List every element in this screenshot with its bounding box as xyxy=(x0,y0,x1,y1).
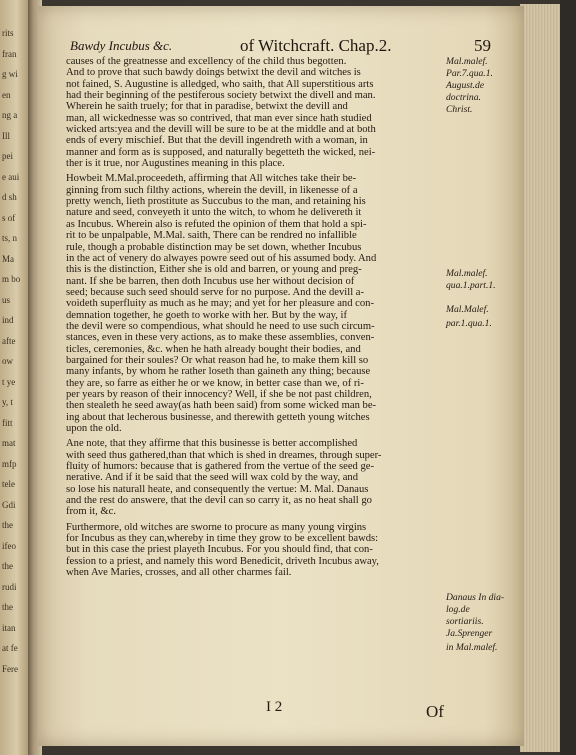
previous-page-fragment: rits xyxy=(2,28,14,38)
text-line: fluity of humors: because that is gathered from the vertue of the seed ge- xyxy=(66,461,374,473)
previous-page-fragment: itan xyxy=(2,622,16,633)
previous-page-fragment: mat xyxy=(2,438,16,448)
previous-page-fragment: fran xyxy=(2,48,17,59)
book-page xyxy=(38,6,524,746)
margin-note: par.1.qua.1. xyxy=(446,318,492,329)
previous-page-fragment: y, t xyxy=(2,397,13,407)
previous-page-fragment: d sh xyxy=(2,192,17,202)
text-line: from it, &c. xyxy=(66,506,117,518)
previous-page-fragment: g wi xyxy=(2,69,18,79)
text-line: but in this case the priest playeth Incubus. For you should find, that con- xyxy=(66,544,373,556)
text-line: for Incubus as they can,whereby in time they grow to be excellent bawds: xyxy=(66,533,379,545)
previous-page-fragment: Gdi xyxy=(2,499,16,510)
text-line: nature and seed, conveyeth it unto the witch, to whom he delivereth it xyxy=(66,207,362,219)
text-line: in the act of venery do alwayes powre seed out of his assumed body. And xyxy=(66,252,377,264)
text-line: demnation together, he goeth to worke with her. But by the way, if xyxy=(66,309,348,321)
text-line: Howbeit M.Mal.proceedeth, affirming that All witches take their be- xyxy=(66,173,357,185)
text-line: nant. If she be barren, then doth Incubus use her without decision of xyxy=(66,275,355,287)
text-line: ends of every mischief. But that the devill ingendreth with a woman, in xyxy=(66,135,368,147)
margin-note: doctrina. xyxy=(446,92,481,103)
previous-page-fragment: Ma xyxy=(2,253,14,264)
text-line: man, all wickednesse was so contrived, that man ever since hath studied xyxy=(66,112,372,124)
text-line: seed; because such seed should serve for no purpose. And the devill a- xyxy=(66,286,365,298)
previous-page-fragment: tele xyxy=(2,479,15,489)
margin-note: in Mal.malef. xyxy=(446,642,498,653)
previous-page-fragment: en xyxy=(2,89,11,100)
text-line: and the rest do answere, that the devil can so carry it, as no heat shall go xyxy=(66,495,372,507)
text-line: ther is it true, nor Augustines meaning in this place. xyxy=(66,158,285,170)
text-line: when Ave Maries, crosses, and all other charmes fail. xyxy=(66,567,292,579)
previous-page-fragment: ts, n xyxy=(2,233,18,243)
previous-page-fragment: s of xyxy=(2,212,16,223)
previous-page-fragment: e aui xyxy=(2,171,20,182)
page-number: 59 xyxy=(474,36,491,55)
margin-note: Par.7.qua.1. xyxy=(446,68,493,79)
text-line: nerative. And if it be said that the seed will wax cold by the way, and xyxy=(66,472,359,484)
previous-page-fragment: the xyxy=(2,602,13,612)
catchword: Of xyxy=(426,702,444,721)
previous-page-fragment: mfp xyxy=(2,458,17,469)
previous-page-fragment: ow xyxy=(2,356,13,366)
signature-mark: I 2 xyxy=(266,699,283,715)
text-line: ginning from such filthy actions, wherein the devill, in likenesse of a xyxy=(66,184,358,196)
previous-page-fragment: us xyxy=(2,294,11,305)
text-line: bargained for their soules? Or what reason had he, to make them kill so xyxy=(66,354,369,366)
page-title: of Witchcraft. Chap.2. xyxy=(240,36,392,55)
text-line: pretty wench, lieth prostitute as Succubus to the man, and retaining his xyxy=(66,196,366,208)
previous-page-fragment: the xyxy=(2,561,13,571)
previous-page-fragment: rudi xyxy=(2,581,17,592)
margin-note: August.de xyxy=(446,80,485,91)
text-line: causes of the greatnesse and excellency of the child thus begotten. xyxy=(66,56,347,67)
margin-note: Danaus In dia- xyxy=(446,592,505,603)
previous-page-fragment: ind xyxy=(2,315,14,325)
previous-page-fragment: Ill xyxy=(2,130,10,141)
text-line: had their beginning of the pestiferous society betwixt the divell and man. xyxy=(66,90,376,102)
running-header xyxy=(70,36,510,58)
margin-note: Mal.malef. xyxy=(446,268,488,279)
text-line: ing about that lecherous businesse, and therewith getteth young witches xyxy=(66,411,370,423)
text-line: rule, though a probable distinction may be set down, whether Incubus xyxy=(66,241,362,253)
body-text xyxy=(66,56,442,578)
text-line: with seed thus gathered,than that which is shed in dreames, through super- xyxy=(66,449,382,461)
text-line: And to prove that such bawdy doings betwixt the devil and witches is xyxy=(66,67,361,79)
text-line: voideth superfluity as much as he may; and yet for her pleasure and con- xyxy=(66,298,374,310)
text-line: upon the old. xyxy=(66,423,122,434)
text-line: then stealeth he seed away(as hath been said) from some wicked man be- xyxy=(66,400,377,412)
previous-page-fragment: afte xyxy=(2,335,16,346)
margin-note: log.de xyxy=(446,604,470,615)
previous-page-fragment: Fere xyxy=(2,663,18,674)
text-line: Ane note, that they affirme that this businesse is better accomplished xyxy=(66,438,358,450)
text-line: they are, so farre as either he or we know, in better case than we, of ri- xyxy=(66,377,364,389)
text-line: Wherein he saith truely; for that in paradise, betwixt the devill and xyxy=(66,101,348,113)
previous-page-fragment: ifeo xyxy=(2,540,16,551)
text-line: Furthermore, old witches are sworne to procure as many young virgins xyxy=(66,521,367,533)
text-line: as Incubus. Wherein also is refuted the opinion of them that hold a spi- xyxy=(66,218,367,230)
previous-page-fragment: m bo xyxy=(2,274,21,284)
text-line: fession to a priest, and namely this word Benedicit, driveth Incubus away, xyxy=(66,555,379,567)
text-line: wicked arts:yea and the devill will be sure to be at the middle and at both xyxy=(66,124,376,136)
text-line: manner and form as is supposed, and naturally begetteth the wicked, nei- xyxy=(66,146,376,158)
margin-note: Ja.Sprenger xyxy=(446,628,493,639)
previous-page-fragment: pei xyxy=(2,151,13,161)
margin-note: Mal.malef. xyxy=(446,56,488,67)
previous-page-fragment: at fe xyxy=(2,643,18,653)
text-line: so lose his naturall heate, and consequently the vertue: M. Mal. Danaus xyxy=(66,483,369,495)
margin-note: Christ. xyxy=(446,104,473,115)
text-line: this is the distinction, Either she is old and barren, or young and preg- xyxy=(66,264,362,276)
text-line: not fained, S. Augustine is alledged, who saith, that All superstitious arts xyxy=(66,78,374,90)
margin-note: qua.1.part.1. xyxy=(446,280,496,291)
margin-note: Mal.Malef. xyxy=(446,304,489,315)
previous-page-fragment: t ye xyxy=(2,376,16,387)
margin-note: sortiariis. xyxy=(446,616,484,627)
text-line: many infants, by whom he rather loseth than gaineth any thing; because xyxy=(66,366,371,378)
text-line: ticles, ceremonies, &c. when he hath already bought their bodies, and xyxy=(66,343,361,355)
previous-page-fragment: the xyxy=(2,520,13,530)
previous-page-fragment: ng a xyxy=(2,110,18,120)
previous-page-fragment: fitt xyxy=(2,417,13,428)
previous-page-edge xyxy=(0,0,30,755)
background-edge xyxy=(560,0,576,755)
text-line: rit to be unpalpable, M.Mal. saith, There can be rendred no infallible xyxy=(66,230,357,242)
text-line: the devil were so compendious, what should he need to use such circum- xyxy=(66,320,375,332)
running-title: Bawdy Incubus &c. xyxy=(70,38,173,53)
text-line: per years by reason of their innocency? Well, if she be not past children, xyxy=(66,388,372,400)
text-line: stances, even in these very actions, as to make these assemblies, conven- xyxy=(66,332,375,344)
